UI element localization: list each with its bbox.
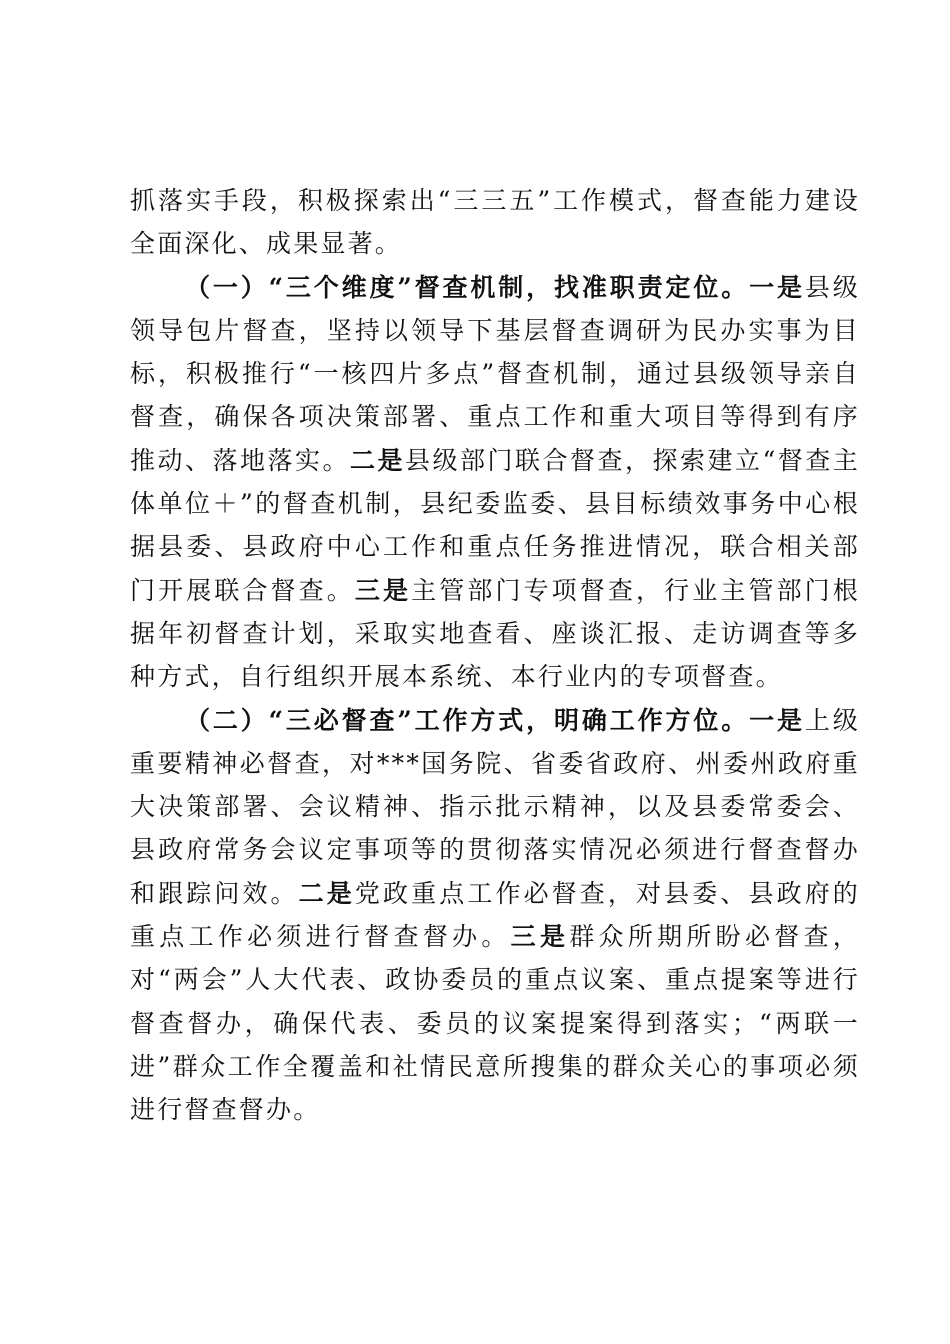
section-1-marker-1: 一是	[749, 272, 805, 302]
paragraph-intro-text: 抓落实手段，积极探索出“三三五”工作模式，督查能力建设全面深化、成果显著。	[130, 186, 860, 259]
section-1-marker-3: 三是	[354, 575, 412, 605]
document-body	[130, 179, 860, 1132]
section-1-text-3: 主管部门专项督查，行业主管部门根据年初督查计划，采取实地查看、座谈汇报、走访调查等多种方式，自行组织开展本系统、本行业内的专项督查。	[130, 575, 860, 692]
section-2-text-3: 群众所期所盼必督查，对“两会”人大代表、政协委员的重点议案、重点提案等进行督查督办，确保代表、委员的议案提案得到落实；“两联一进”群众工作全覆盖和社情民意所搜集的群众关心的事项必须进行督查督办。	[130, 922, 860, 1125]
section-1-text-2: 县级部门联合督查，探索建立“督查主体单位＋”的督查机制，县纪委监委、县目标绩效事务中心根据县委、县政府中心工作和重点任务推进情况，联合相关部门开展联合督查。	[130, 445, 860, 605]
paragraph-section-2	[130, 699, 860, 1132]
section-2-marker-2: 二是	[298, 878, 355, 908]
section-1-heading: （一）“三个维度”督查机制，找准职责定位。	[185, 272, 750, 302]
section-2-heading: （二）“三必督查”工作方式，明确工作方位。	[185, 705, 750, 735]
section-1-marker-2: 二是	[350, 445, 405, 475]
section-2-text-1: 上级重要精神必督查，对***国务院、省委省政府、州委州政府重大决策部署、会议精神、指示批示精神，以及县委常委会、县政府常务会议定事项等的贯彻落实情况必须进行督查督办和跟踪问效。	[130, 705, 860, 908]
section-2-marker-3: 三是	[510, 922, 570, 952]
section-2-marker-1: 一是	[749, 705, 805, 735]
paragraph-section-1	[130, 266, 860, 699]
section-1-text-1: 县级领导包片督查，坚持以领导下基层督查调研为民办实事为目标，积极推行“一核四片多点”督查机制，通过县级领导亲自督查，确保各项决策部署、重点工作和重大项目等得到有序推动、落地落实。	[130, 272, 860, 475]
paragraph-intro	[130, 179, 860, 266]
section-2-text-2: 党政重点工作必督查，对县委、县政府的重点工作必须进行督查督办。	[130, 878, 860, 952]
